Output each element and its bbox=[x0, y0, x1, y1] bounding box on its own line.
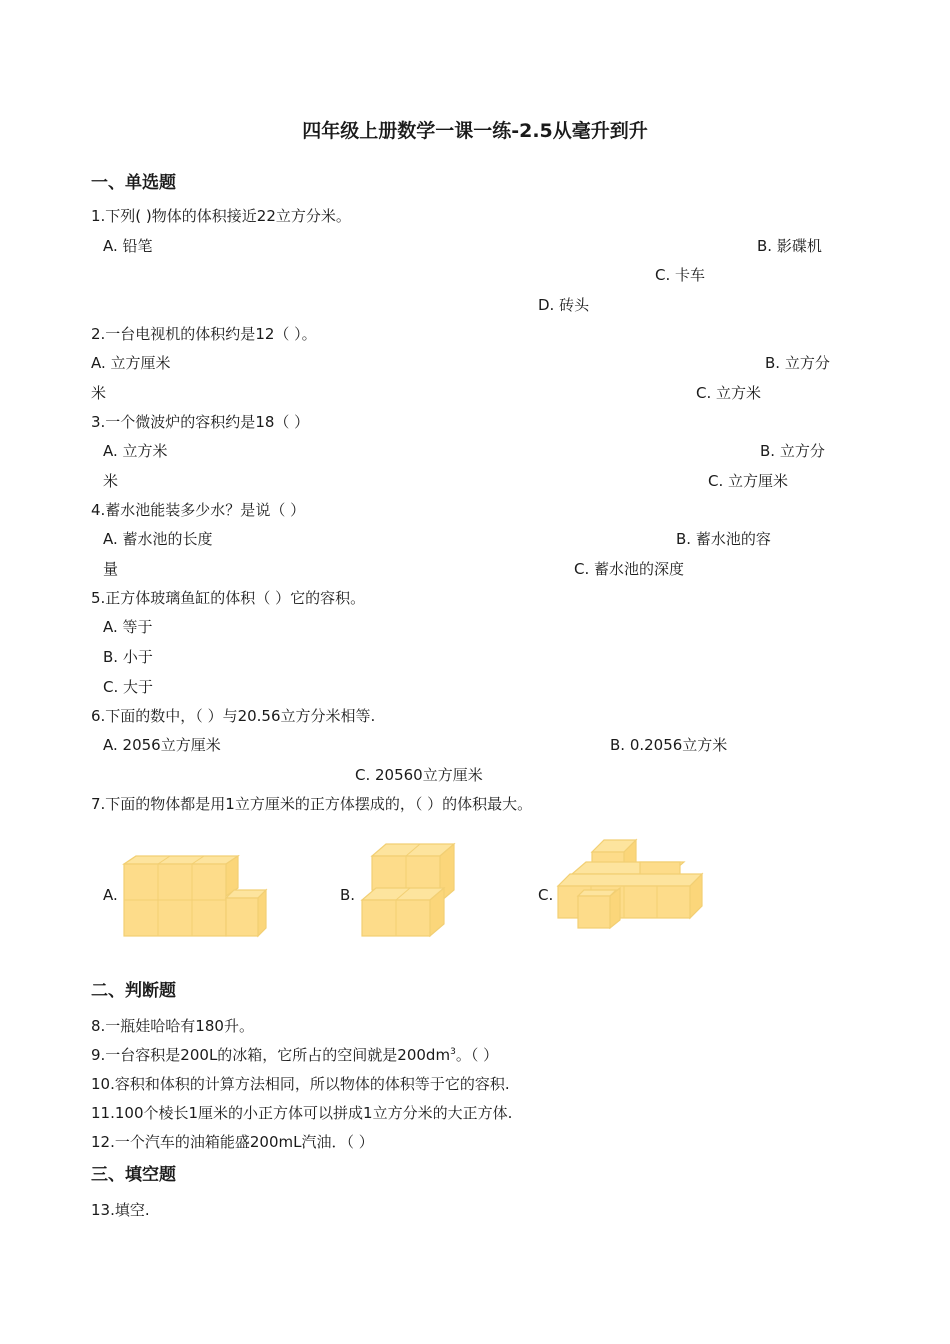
question-10: 10.容积和体积的计算方法相同，所以物体的体积等于它的容积. bbox=[91, 1075, 510, 1093]
question-5-option-c[interactable]: C. 大于 bbox=[103, 678, 154, 696]
page-title: 四年级上册数学一课一练-2.5从毫升到升 bbox=[302, 120, 648, 142]
question-4-option-c[interactable]: C. 蓄水池的深度 bbox=[574, 560, 685, 578]
cube-figure-b bbox=[356, 840, 460, 940]
question-2-option-b[interactable]: B. 立方分 bbox=[765, 354, 830, 372]
question-4-option-b[interactable]: B. 蓄水池的容 bbox=[676, 530, 771, 548]
question-8: 8.一瓶娃哈哈有180升。 bbox=[91, 1017, 254, 1035]
question-6-option-a[interactable]: A. 2056立方厘米 bbox=[103, 736, 221, 754]
question-7-option-a[interactable]: A. bbox=[103, 886, 118, 904]
question-2-option-c[interactable]: C. 立方米 bbox=[696, 384, 762, 402]
question-4-option-a[interactable]: A. 蓄水池的长度 bbox=[103, 530, 213, 548]
question-3-stem: 3.一个微波炉的容积约是18（ ） bbox=[91, 413, 310, 431]
question-4-option-b-wrap: 量 bbox=[103, 560, 119, 578]
cube-figure-c bbox=[554, 822, 710, 934]
question-2-option-a[interactable]: A. 立方厘米 bbox=[91, 354, 171, 372]
question-3-option-c[interactable]: C. 立方厘米 bbox=[708, 472, 789, 490]
question-7-option-c[interactable]: C. bbox=[538, 886, 554, 904]
cube-figure-a bbox=[118, 850, 268, 942]
section-heading-single-choice: 一、单选题 bbox=[91, 173, 176, 193]
section-heading-true-false: 二、判断题 bbox=[91, 981, 176, 1001]
question-1-option-b[interactable]: B. 影碟机 bbox=[757, 237, 822, 255]
question-1-stem: 1.下列( )物体的体积接近22立方分米。 bbox=[91, 207, 351, 225]
question-1-option-d[interactable]: D. 砖头 bbox=[538, 296, 590, 314]
question-3-option-a[interactable]: A. 立方米 bbox=[103, 442, 168, 460]
question-3-option-b-wrap: 米 bbox=[103, 472, 119, 490]
question-1-option-c[interactable]: C. 卡车 bbox=[655, 266, 706, 284]
question-6-option-b[interactable]: B. 0.2056立方米 bbox=[610, 736, 728, 754]
question-4-stem: 4.蓄水池能装多少水？是说（ ） bbox=[91, 501, 306, 519]
question-9 bbox=[91, 1045, 498, 1065]
question-7-option-b[interactable]: B. bbox=[340, 886, 356, 904]
question-2-stem: 2.一台电视机的体积约是12（ ）。 bbox=[91, 325, 317, 343]
question-3-option-b[interactable]: B. 立方分 bbox=[760, 442, 825, 460]
question-7-stem: 7.下面的物体都是用1立方厘米的正方体摆成的，（ ）的体积最大。 bbox=[91, 795, 533, 813]
question-6-stem: 6.下面的数中，（ ）与20.56立方分米相等. bbox=[91, 707, 376, 725]
question-9-text: 9.一台容积是200L的冰箱，它所占的空间就是200dm bbox=[91, 1046, 451, 1064]
section-heading-fill-blank: 三、填空题 bbox=[91, 1165, 176, 1185]
question-2-option-b-wrap: 米 bbox=[91, 384, 107, 402]
question-11: 11.100个棱长1厘米的小正方体可以拼成1立方分米的大正方体. bbox=[91, 1104, 513, 1122]
question-12: 12.一个汽车的油箱能盛200mL汽油．（ ） bbox=[91, 1133, 374, 1151]
question-13: 13.填空. bbox=[91, 1201, 150, 1219]
question-9-tail: 。（ ） bbox=[455, 1046, 499, 1064]
question-9-superscript: 3 bbox=[450, 1047, 456, 1057]
question-1-option-a[interactable]: A. 铅笔 bbox=[103, 237, 153, 255]
question-5-option-a[interactable]: A. 等于 bbox=[103, 618, 153, 636]
question-5-option-b[interactable]: B. 小于 bbox=[103, 648, 153, 666]
question-5-stem: 5.正方体玻璃鱼缸的体积（ ）它的容积。 bbox=[91, 589, 366, 607]
question-6-option-c[interactable]: C. 20560立方厘米 bbox=[355, 766, 483, 784]
